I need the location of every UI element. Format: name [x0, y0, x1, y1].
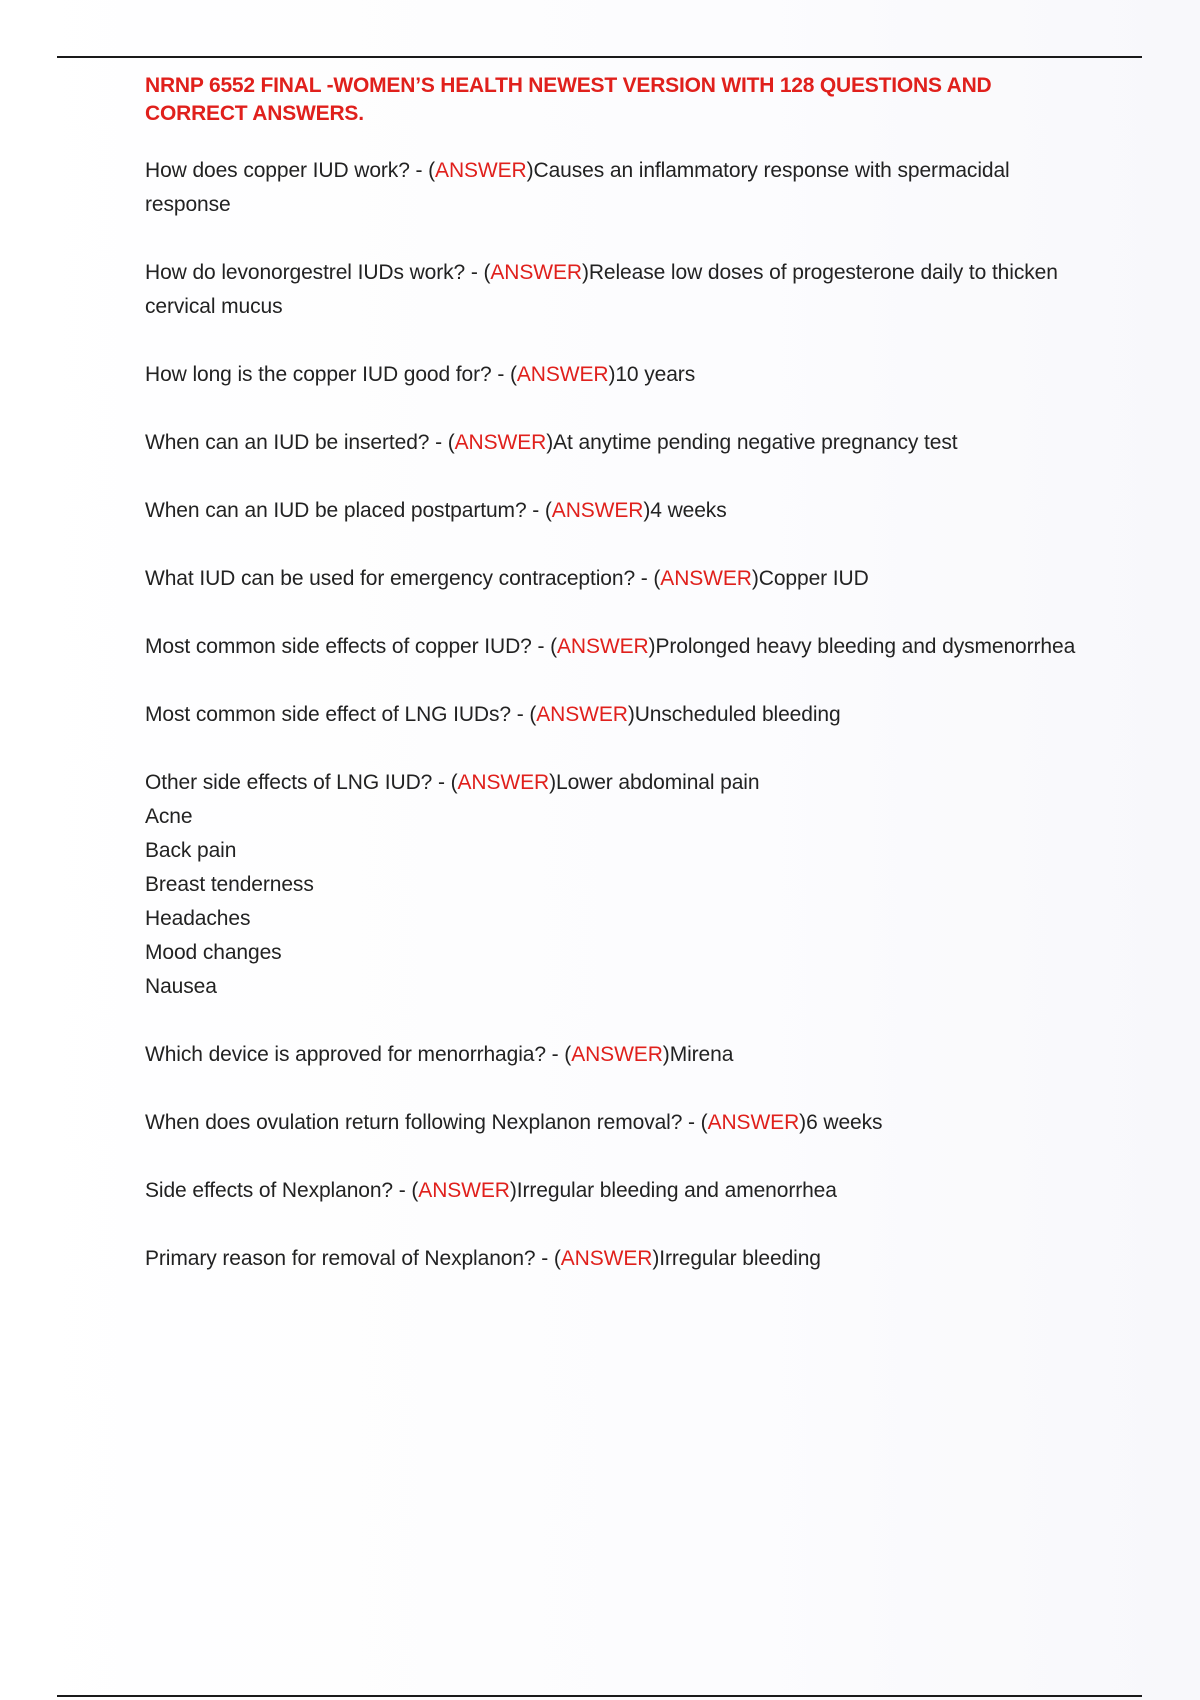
answer-label: ANSWER [457, 771, 550, 794]
question-text: What IUD can be used for emergency contraception? - ( [145, 567, 661, 590]
answer-list-item: Breast tenderness [145, 873, 314, 896]
qa-item: Other side effects of LNG IUD? - (ANSWER)Lower abdominal pain Acne Back pain Breast tenderness Headaches Mood changes Nausea [145, 766, 1085, 1004]
answer-text: Lower abdominal pain [555, 771, 760, 794]
qa-item: How long is the copper IUD good for? - (ANSWER)10 years [145, 363, 696, 386]
answer-text: Irregular bleeding [659, 1247, 821, 1270]
answer-label: ANSWER [418, 1179, 510, 1202]
answer-list-item: Acne [145, 805, 193, 828]
answer-label: ANSWER [490, 261, 582, 284]
question-text: Most common side effects of copper IUD? - ( [145, 635, 557, 658]
answer-text: Release low doses of progesterone daily to thicken cervical mucus [145, 261, 1058, 318]
answer-label: ANSWER [551, 499, 644, 522]
answer-text: Irregular bleeding and amenorrhea [516, 1179, 837, 1202]
qa-item: What IUD can be used for emergency contraception? - (ANSWER)Copper IUD [145, 567, 869, 590]
answer-label: ANSWER [536, 703, 628, 726]
qa-item: Side effects of Nexplanon? - (ANSWER)Irregular bleeding and amenorrhea [145, 1179, 837, 1202]
qa-list [145, 154, 1085, 1276]
answer-list-item: Headaches [145, 907, 251, 930]
answer-list-item: Nausea [145, 975, 217, 998]
question-text: How does copper IUD work? - ( [145, 159, 436, 182]
question-text: Which device is approved for menorrhagia? - ( [145, 1043, 572, 1066]
answer-label: ANSWER [707, 1111, 800, 1134]
qa-item: Which device is approved for menorrhagia? - (ANSWER)Mirena [145, 1043, 734, 1066]
question-text: When can an IUD be inserted? - ( [145, 431, 455, 454]
question-text: Most common side effect of LNG IUDs? - ( [145, 703, 537, 726]
question-text: How long is the copper IUD good for? - ( [145, 363, 517, 386]
answer-text: Copper IUD [758, 567, 869, 590]
answer-text: 4 weeks [650, 499, 727, 522]
question-text: Side effects of Nexplanon? - ( [145, 1179, 419, 1202]
answer-list-item: Mood changes [145, 941, 282, 964]
qa-item: Most common side effect of LNG IUDs? - (ANSWER)Unscheduled bleeding [145, 703, 841, 726]
answer-label: ANSWER [435, 159, 527, 182]
answer-text: At anytime pending negative pregnancy test [553, 431, 958, 454]
answer-text: 6 weeks [806, 1111, 883, 1134]
question-text: When can an IUD be placed postpartum? - ( [145, 499, 552, 522]
answer-text: Causes an inflammatory response with spermacidal response [145, 159, 1010, 216]
qa-item: When can an IUD be placed postpartum? - (ANSWER)4 weeks [145, 499, 727, 522]
answer-text: Prolonged heavy bleeding and dysmenorrhea [655, 635, 1076, 658]
qa-item: When does ovulation return following Nexplanon removal? - (ANSWER)6 weeks [145, 1111, 883, 1134]
qa-item: When can an IUD be inserted? - (ANSWER)At anytime pending negative pregnancy test [145, 431, 958, 454]
question-text: Other side effects of LNG IUD? - ( [145, 771, 458, 794]
question-text: When does ovulation return following Nexplanon removal? - ( [145, 1111, 708, 1134]
document-content [145, 72, 1085, 1310]
answer-list-item: Back pain [145, 839, 237, 862]
answer-label: ANSWER [660, 567, 752, 590]
answer-label: ANSWER [454, 431, 547, 454]
answer-label: ANSWER [571, 1043, 663, 1066]
answer-label: ANSWER [560, 1247, 653, 1270]
top-rule [57, 56, 1142, 58]
question-text: Primary reason for removal of Nexplanon? - ( [145, 1247, 561, 1270]
answer-label: ANSWER [556, 635, 649, 658]
answer-text: 10 years [615, 363, 696, 386]
answer-text: Mirena [669, 1043, 734, 1066]
qa-item: How do levonorgestrel IUDs work? - (ANSWER)Release low doses of progesterone daily to thicken cervical mucus [145, 261, 1058, 318]
answer-text: Unscheduled bleeding [634, 703, 841, 726]
answer-label: ANSWER [516, 363, 609, 386]
qa-item: Most common side effects of copper IUD? - (ANSWER)Prolonged heavy bleeding and dysmenorrhea [145, 635, 1076, 658]
qa-item: How does copper IUD work? - (ANSWER)Causes an inflammatory response with spermacidal response [145, 159, 1010, 216]
qa-item: Primary reason for removal of Nexplanon? - (ANSWER)Irregular bleeding [145, 1247, 821, 1270]
bottom-rule [57, 1695, 1142, 1697]
document-title: NRNP 6552 FINAL -WOMEN’S HEALTH NEWEST VERSION WITH 128 QUESTIONS AND CORRECT ANSWERS. [145, 74, 992, 125]
question-text: How do levonorgestrel IUDs work? - ( [145, 261, 491, 284]
